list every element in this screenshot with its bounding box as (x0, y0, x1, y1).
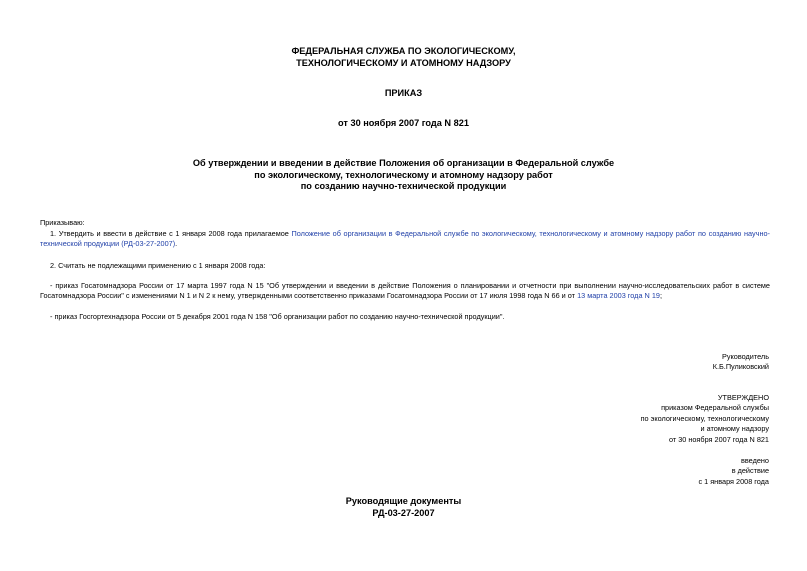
signature-name: К.Б.Пуликовский (712, 362, 769, 372)
enactment-line-2: в действие (731, 466, 769, 476)
item-2: 2. Считать не подлежащими применению с 1 января 2008 года: (50, 261, 266, 270)
signature-block (369, 352, 769, 373)
item-1-suffix: . (175, 239, 178, 249)
document-date: от 30 ноября 2007 года N 821 (338, 118, 469, 128)
order-word: Приказываю: (40, 218, 85, 227)
document-title (0, 158, 807, 193)
agency-line-1: ФЕДЕРАЛЬНАЯ СЛУЖБА ПО ЭКОЛОГИЧЕСКОМУ, (291, 46, 516, 56)
order-19-link[interactable]: 13 марта 2003 года N 19 (577, 291, 660, 301)
item-1 (40, 229, 770, 250)
bullet-1-text: - приказ Госатомнадзора России от 17 марта 1997 года N 15 "Об утверждении и введении в действие Положения о планировании и отчетности при выполнении научно-исследовательских работ в системе Госатомнадзора России" с изменениями N 1 и N 2 к нему, утвержденными соответственно приказами Госатомнадзора России от 17 июля 1998 года N 66 и от (40, 281, 770, 301)
guidance-code: РД-03-27-2007 (372, 507, 435, 518)
enactment-line-1: введено (741, 456, 769, 465)
guidance-title (0, 496, 807, 519)
approval-line-1: УТВЕРЖДЕНО (717, 393, 769, 402)
title-line-1: Об утверждении и введении в действие Положения об организации в Федеральной службе (192, 158, 615, 168)
title-line-3: по созданию научно-технической продукции (300, 181, 507, 191)
document-type: ПРИКАЗ (384, 88, 423, 98)
regulation-link[interactable]: Положение об организации в Федеральной службе по экологическому, технологическому и атомному надзору работ по созданию научно-технической продукции (РД-03-27-2007) (40, 229, 770, 249)
title-line-2: по экологическому, технологическому и атомному надзору работ (254, 169, 553, 180)
approval-line-5: от 30 ноября 2007 года N 821 (668, 434, 769, 444)
agency-line-2: ТЕХНОЛОГИЧЕСКОМУ И АТОМНОМУ НАДЗОРУ (296, 57, 511, 68)
approval-line-4: и атомному надзору (700, 424, 769, 434)
enactment-line-3: с 1 января 2008 года (698, 476, 769, 486)
bullet-1 (40, 281, 770, 302)
agency-name (0, 46, 807, 69)
approval-line-2: приказом Федеральной службы (661, 403, 769, 413)
guidance-line-1: Руководящие документы (345, 496, 462, 506)
approval-line-3: по экологическому, технологическому (640, 413, 769, 423)
approval-block (369, 393, 769, 445)
bullet-1-suffix: ; (659, 291, 662, 301)
signature-position: Руководитель (721, 352, 769, 361)
item-1-text: 1. Утвердить и ввести в действие с 1 января 2008 года прилагаемое (50, 229, 292, 238)
enactment-block (369, 456, 769, 487)
bullet-2: - приказ Госгортехнадзора России от 5 декабря 2001 года N 158 "Об организации работ по созданию научно-технической продукции". (50, 312, 505, 321)
